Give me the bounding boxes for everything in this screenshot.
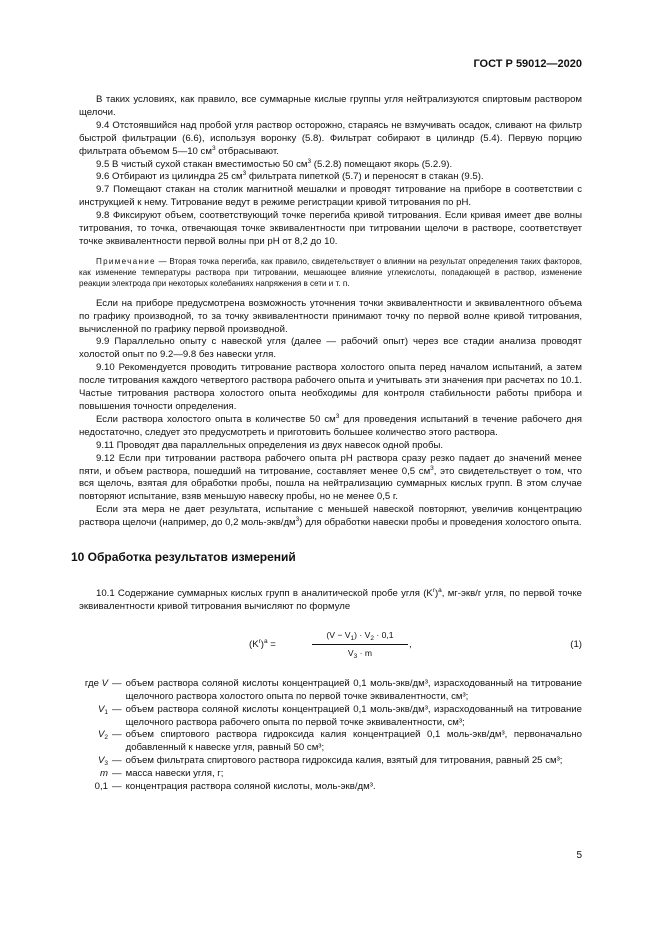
paragraph-9-6: 9.6 Отбирают из цилиндра 25 $см^3$ фильтрата пипеткой (5.7) и переносят в стакан (9.5).	[96, 170, 484, 183]
section-title: 10 Обработка результатов измерений	[71, 550, 296, 565]
document-body	[71, 94, 583, 794]
paragraph-10-1: 10.1 Содержание суммарных кислых групп в аналитической пробе угля $(K^r)^a$, мг-экв/г угля, по первой точке эквивалентности кривой титрования вычисляют по формуле	[79, 586, 582, 612]
formula-numerator: $(V - V_1) \cdot V_2 \cdot 0,1$	[312, 629, 408, 645]
legend-row: $V_2$ — объем спиртового раствора гидроксида калия концентрацией 0,1 моль-экв/дм³, первоначально добавленный к навеске угля, равный 50 см³;	[97, 729, 582, 754]
formula-lhs: $(K^r)^a$ =	[249, 637, 276, 650]
formula-fraction	[312, 629, 408, 660]
paragraph-intro: В таких условиях, как правило, все суммарные кислые группы угля нейтрализуются спиртовым раствором щелочи.	[79, 94, 582, 118]
formula-denominator: $V_3 \cdot m$	[347, 647, 373, 660]
legend-row: 0,1 — концентрация раствора соляной кислоты, моль-экв/дм³.	[94, 781, 376, 793]
document-code: ГОСТ Р 59012—2020	[473, 58, 582, 70]
formula	[79, 628, 582, 664]
paragraph-9-4: 9.4 Отстоявшийся над пробой угля раствор осторожно, стараясь не взмучивать осадок, сливают на фильтр быстрой фильтрации (6.6), используя воронку (5.8). Фильтрат собирают в цилиндр (5.4). Первую порцию фильтрата объемом 5—10 $см^3$ отбрасывают.	[79, 119, 582, 157]
paragraph-9-7: 9.7 Помещают стакан на столик магнитной мешалки и проводят титрование на приборе в соответствии с инструкцией к нему. Титрование ведут в режиме регистрации кривой титрования по рН.	[79, 184, 582, 209]
legend-row: m — масса навески угля, г;	[100, 768, 224, 780]
note: Примечание — Вторая точка перегиба, как правило, свидетельствует о влиянии на результат определения таких факторов, как изменение температуры раствора при титровании, мешающее влияние углекислоты, попадающей в раствор, изменение реакции электрода при некоторых колебаниях напряжения в сети и т. п.	[79, 256, 582, 289]
paragraph-9-8: 9.8 Фиксируют объем, соответствующий точке перегиба кривой титрования. Если кривая имеет две волны титрования, то точка, отвечающая точке эквивалентности при титровании щелочи в растворе, соответствует точке эквивалентности первой волны при рН от 8,2 до 10.	[79, 210, 582, 247]
legend-row: где V — объем раствора соляной кислоты концентрацией 0,1 моль-экв/дм³, израсходованный на титрование щелочного раствора холостого опыта по первой точке эквивалентности, см³;	[84, 677, 582, 702]
paragraph-blank-solution: Если раствора холостого опыта в количестве 50 $см^3$ для проведения испытаний в течение рабочего дня недостаточно, следует это предусмотреть и приготовить большее количество этого раствора.	[79, 412, 583, 438]
legend-row: $V_1$ — объем раствора соляной кислоты концентрацией 0,1 моль-экв/дм³, израсходованный на титрование щелочного раствора рабочего опыта по первой точке эквивалентности, см³;	[97, 703, 582, 728]
note-label: Примечание	[96, 256, 156, 266]
page-number: 5	[576, 850, 582, 861]
paragraph-derivative: Если на приборе предусмотрена возможность уточнения точки эквивалентности и эквивалентного объема по графику производной, то за точку эквивалентности принимают точку по первой волне кривой титрования, вычисленной по графику первой производной.	[79, 297, 582, 335]
legend-row: $V_3$ — объем фильтрата спиртового раствора гидроксида калия, взятый для титрования, равный 25 см³;	[97, 755, 563, 768]
paragraph-9-10: 9.10 Рекомендуется проводить титрование раствора холостого опыта перед началом испытаний, а затем после титрования каждого четвертого раствора рабочего опыта и учитывать эти значения при расчетах по 10.1. Частые титрования раствора холостого опыта необходимы для контроля стабильности работы прибора и повышения точности определения.	[79, 362, 582, 413]
formula-number: (1)	[570, 638, 582, 650]
paragraph-9-12: 9.12 Если при титровании раствора рабочего опыта рН раствора сразу резко падает до значений менее пяти, и объем раствора, пошедший на титрование, составляет менее 0,5 $см^3$, это свидетельствует о том, что вся щелочь, взятая для обработки пробы, пошла на нейтрализацию суммарных кислых групп. В этом случае повторяют испытание, взяв меньшую навеску пробы, но не менее 0,5 г.	[79, 452, 582, 503]
paragraph-9-5: 9.5 В чистый сухой стакан вместимостью 50 $см^3$ (5.2.8) помещают якорь (5.2.9).	[96, 157, 453, 170]
formula-legend	[49, 678, 582, 794]
paragraph-9-11: 9.11 Проводят два параллельных определения из двух навесок одной пробы.	[96, 439, 443, 451]
paragraph-repeat: Если эта мера не дает результата, испытание с меньшей навеской повторяют, увеличив концентрацию раствора щелочи (например, до 0,2 моль-$экв/дм^3$) для обработки навески пробы и проведения холостого опыта.	[79, 504, 582, 529]
formula-comma: ,	[409, 638, 412, 650]
paragraph-9-9: 9.9 Параллельно опыту с навеской угля (далее — рабочий опыт) через все стадии анализа проводят холостой опыт по 9.2—9.8 без навески угля.	[79, 336, 582, 361]
